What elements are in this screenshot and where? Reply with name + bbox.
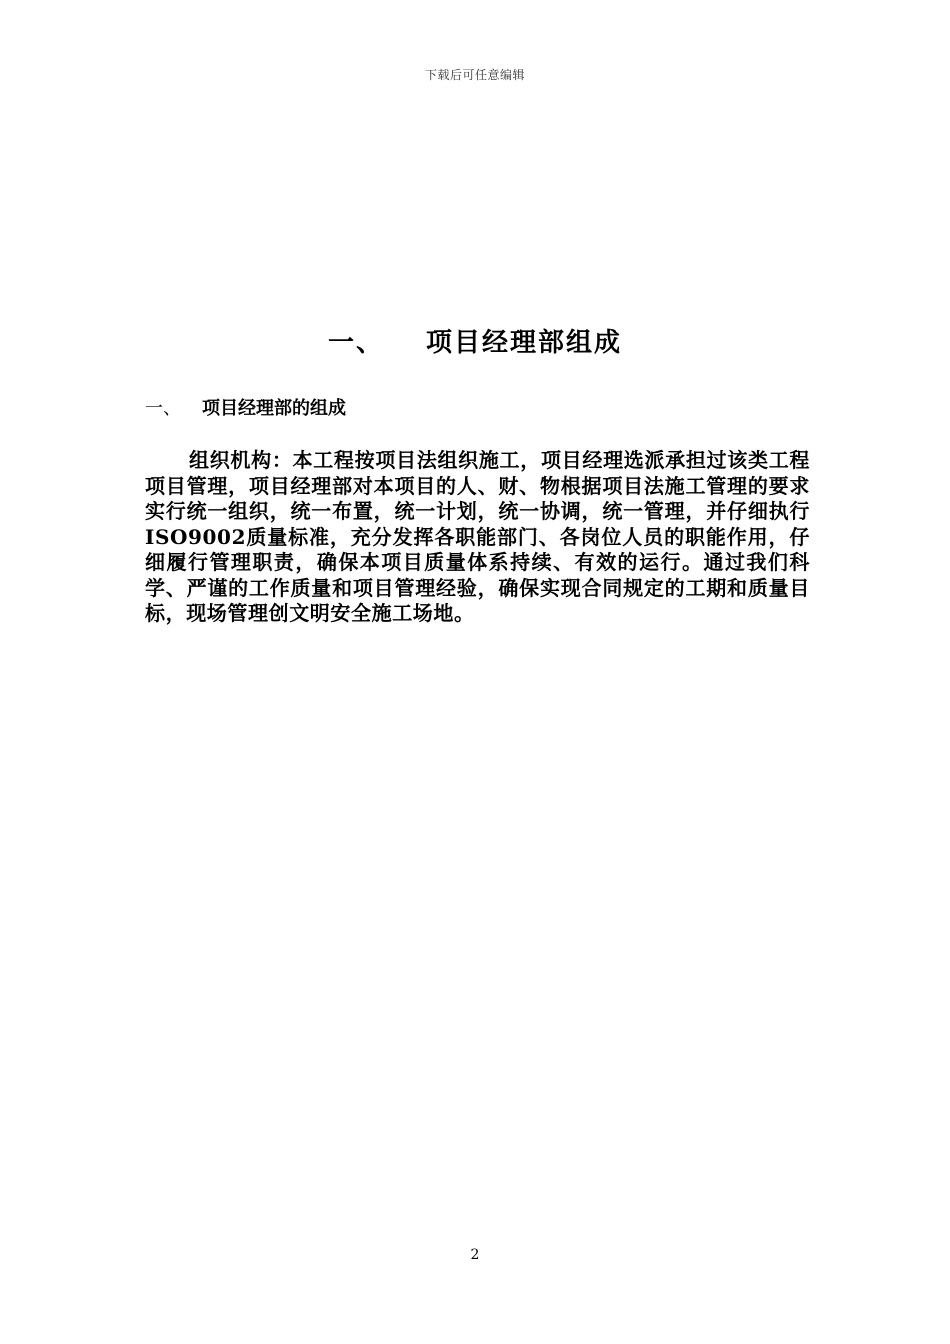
header-note: 下载后可任意编辑 bbox=[424, 68, 525, 82]
main-title bbox=[0, 322, 950, 359]
page-number: 2 bbox=[470, 1247, 480, 1263]
body-paragraph: 组织机构：本工程按项目法组织施工，项目经理选派承担过该类工程项目管理，项目经理部对本项目的人、财、物根据项目法施工管理的要求实行统一组织，统一布置，统一计划，统一协调，统一管理，并仔细执行ISO9002质量标准，充分发挥各职能部门、各岗位人员的职能作用，仔细履行管理职责，确保本项目质量体系持续、有效的运行。通过我们科学、严谨的工作质量和项目管理经验，确保实现合同规定的工期和质量目标，现场管理创文明安全施工场地。 bbox=[145, 448, 810, 625]
section-heading bbox=[145, 394, 346, 420]
section-heading-text: 项目经理部的组成 bbox=[202, 398, 346, 419]
main-title-number: 一、 bbox=[327, 328, 384, 358]
section-number: 一、 bbox=[145, 398, 181, 419]
main-title-text: 项目经理部组成 bbox=[426, 328, 623, 358]
